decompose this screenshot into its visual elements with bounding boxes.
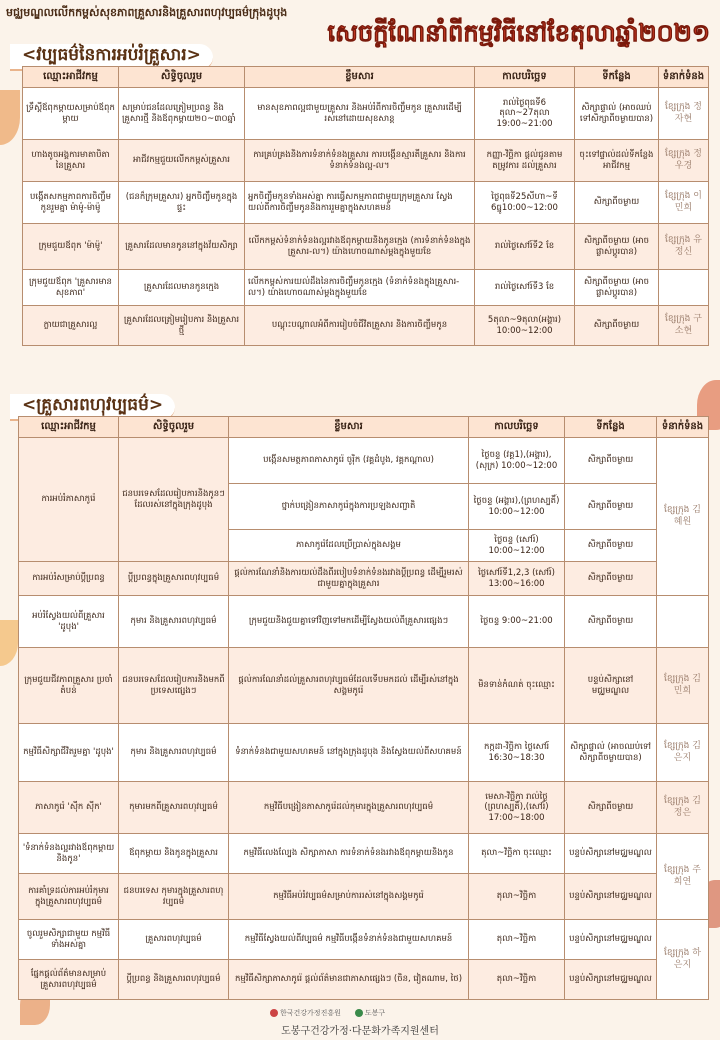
date: ថ្ងៃពុធទី25សីហា~ទី 6ធ្នូ10:00~12:00 xyxy=(475,182,575,224)
column-header: សិទ្ធិចូលរួម xyxy=(119,417,229,438)
date: រាល់ថ្ងៃសៅរ៍ទី2 ខែ xyxy=(475,224,575,270)
date: កញ្ញា-វិច្ឆិកា ផ្តល់ជូនតាមតម្រូវការ ដល់គ្រួសារ xyxy=(475,140,575,182)
contact: ខ្សែក្រុង 유정신 xyxy=(659,224,709,270)
content: កម្មវិធីអប់រំវប្បធម៌សម្រាប់ការរស់នៅក្នុងសង្គមកូរ៉េ xyxy=(229,874,469,920)
date: 5តុលា~9តុលា(អង្គារ) 10:00~12:00 xyxy=(475,306,575,346)
program-name: ចូលរួមសិក្សាជាមួយ កម្មវិធីទាំងអស់គ្នា xyxy=(19,920,119,960)
eligibility: ឪពុកម្តាយ និងកូនក្នុងគ្រួសារ xyxy=(119,834,229,874)
eligibility: គ្រួសារដែលត្រៀមរៀបការ និងគ្រួសារថ្មី xyxy=(119,306,245,346)
table-header-row xyxy=(19,417,709,438)
program-name: ក្រុមជួយជីវភាពគ្រួសារ ប្រចាំតំបន់ xyxy=(19,648,119,724)
table-row xyxy=(23,224,709,270)
place: សិក្សាពីចម្ងាយ xyxy=(565,530,657,562)
contact: ខ្សែក្រុង 김혜원 xyxy=(657,438,709,596)
content: បង្កើនសមត្ថភាពភាសាកូរ៉េ ចូរ៉ិក (វគ្គដំបូង, វគ្គកណ្តាល) xyxy=(229,438,469,484)
date: ថ្ងៃចន្ទ (វគ្គ1),(អង្គារ),(សុក្រ) 10:00~12:00 xyxy=(469,438,565,484)
place: សិក្សាពីចម្ងាយ xyxy=(565,484,657,530)
content: កម្មវិធីស្វែងយល់ពីវប្បធម៌ កម្មវិធីបង្កើនទំនាក់ទំនងជាមួយសហគមន៍ xyxy=(229,920,469,960)
eligibility: ប្តីប្រពន្ធ និងគ្រួសារពហុវប្បធម៌ xyxy=(119,960,229,1000)
content: កម្មវិធីសិក្សាភាសាកូរ៉េ ផ្តល់ព័ត៌មានជាភាសាផ្សេងៗ (ចិន, វៀតណាម, ថៃ) xyxy=(229,960,469,1000)
place: សិក្សាពីចម្ងាយ xyxy=(575,182,659,224)
program-name: ការគាំទ្រដល់ការអប់រំកុមារ ក្នុងគ្រួសារពហុវប្បធម៌ xyxy=(19,874,119,920)
contact: ខ្សែក្រុង 김은지 xyxy=(657,724,709,782)
eligibility: ជនបរទេសដែលរៀបការនិងកូនៗដែលរស់នៅក្នុងក្រុងដូបុង xyxy=(119,438,229,562)
table-row xyxy=(23,270,709,306)
place: សិក្សាពីចម្ងាយ (អាចផ្លាស់ប្តូរបាន) xyxy=(575,224,659,270)
date: ថ្ងៃសៅរ៍ទី1,2,3 (សៅរ៍) 13:00~16:00 xyxy=(469,562,565,596)
multicultural-family-table xyxy=(18,416,709,1000)
place: សិក្សាពីចម្ងាយ xyxy=(565,596,657,648)
logo-icon xyxy=(270,1009,278,1017)
program-name: ក្រុមជួយឪពុក 'គ្រួសារមានសុខភាព' xyxy=(23,270,119,306)
contact: ខ្សែក្រុង 이민희 xyxy=(659,182,709,224)
column-header: ទំនាក់ទំនង xyxy=(659,67,709,88)
date: តុលា~វិច្ឆិកា xyxy=(469,920,565,960)
program-name: ការអប់រំភាសាកូរ៉េ xyxy=(19,438,119,562)
place: បន្ទប់សិក្សានៅ មជ្ឈមណ្ឌល xyxy=(565,648,657,724)
contact: ខ្សែក្រុង 주희연 xyxy=(657,834,709,920)
place: សិក្សាពីចម្ងាយ (អាចផ្លាស់ប្តូរបាន) xyxy=(575,270,659,306)
column-header: ខ្លឹមសារ xyxy=(245,67,475,88)
table-row xyxy=(19,724,709,782)
sponsor-logo: 한국건강가정진흥원 xyxy=(270,1008,341,1018)
date: តុលា~វិច្ឆិកា ចុះឈ្មោះ xyxy=(469,834,565,874)
eligibility: កុមារ និងគ្រួសារពហុវប្បធម៌ xyxy=(119,724,229,782)
footer-center-name: 도봉구건강가정·다문화가족지원센터 xyxy=(281,1026,439,1037)
place: សិក្សាផ្ទាល់ (អាចឈប់ទៅសិក្សាពីចម្ងាយបាន) xyxy=(565,724,657,782)
eligibility: កុមារមកពីគ្រួសារពហុវប្បធម៌ xyxy=(119,782,229,834)
section-title-multicultural-family: <គ្រួសារពហុវប្បធម៌> xyxy=(10,394,175,421)
date: ថ្ងៃចន្ទ (សៅរ៍) 10:00~12:00 xyxy=(469,530,565,562)
date: កក្កដា-វិច្ឆិកា ថ្ងៃសៅរ៍ 16:30~18:30 xyxy=(469,724,565,782)
content: កម្មវិធីបង្រៀនភាសាកូរ៉េដល់កុមារក្នុងគ្រួសារពហុវប្បធម៌ xyxy=(229,782,469,834)
column-header: សិទ្ធិចូលរួម xyxy=(119,67,245,88)
family-education-table xyxy=(22,66,709,346)
place: សិក្សាផ្ទាល់ (អាចឈប់ទៅសិក្សាពីចម្ងាយបាន) xyxy=(575,88,659,140)
table-row xyxy=(19,874,709,920)
autumn-leaf-decoration xyxy=(0,620,18,666)
table-row xyxy=(19,562,709,596)
sponsor-logo: 도봉구 xyxy=(355,1008,385,1018)
place: សិក្សាពីចម្ងាយ xyxy=(565,782,657,834)
date: រាល់ថ្ងៃសៅរ៍ទី3 ខែ xyxy=(475,270,575,306)
table-row xyxy=(19,782,709,834)
column-header: កាលបរិច្ឆេទ xyxy=(475,67,575,88)
eligibility: ប្តីប្រពន្ធក្នុងគ្រួសារពហុវប្បធម៌ xyxy=(119,562,229,596)
content: បណ្តុះបណ្តាលអំពីការរៀបចំជីវិតគ្រួសារ និងការចិញ្ចឹមកូន xyxy=(245,306,475,346)
table-row xyxy=(23,306,709,346)
table-row xyxy=(19,596,709,648)
table-header-row xyxy=(23,67,709,88)
date: ថ្ងៃចន្ទ (អង្គារ),(ព្រហស្បតិ៍) 10:00~12:00 xyxy=(469,484,565,530)
eligibility: គ្រួសារដែលមានកូននៅក្នុងវ័យសិក្សា xyxy=(119,224,245,270)
page-title: សេចក្តីណែនាំពីកម្មវិធីនៅខែតុលាឆ្នាំ២០២១ xyxy=(327,19,710,47)
contact: ខ្សែក្រុង 구소현 xyxy=(659,306,709,346)
content: ថ្នាក់បង្រៀនភាសាកូរ៉េក្នុងការប្រឡងសញ្ជាតិ xyxy=(229,484,469,530)
date: មេសា-វិច្ឆិកា រាល់ថ្ងៃ (ព្រហស្បតិ៍),(សៅរ៍) 17:00~18:00 xyxy=(469,782,565,834)
program-name: កម្មវិធីសិក្សាជីវិតរួមគ្នា 'ដូបុង' xyxy=(19,724,119,782)
column-header: ឈ្មោះអាជីវកម្ម xyxy=(19,417,119,438)
program-name: ផ្នែកផ្តល់ព័ត៌មានសម្រាប់ គ្រួសារពហុវប្បធម៌ xyxy=(19,960,119,1000)
content: លើកកម្ពស់ការយល់ដឹងនៃការចិញ្ចឹមកូនក្មេង (ទំនាក់ទំនងក្នុងគ្រួសារ-ល។) យ៉ាងហោចណាស់ម្តងក្នុងមួយខែ xyxy=(245,270,475,306)
program-name: បង្កើតសកម្មភាពការចិញ្ចឹមកូនរួមគ្នា ម៉ាម៉ូ-ម៉ាម៉ូ xyxy=(23,182,119,224)
place: បន្ទប់សិក្សានៅមជ្ឈមណ្ឌល xyxy=(565,874,657,920)
table-row xyxy=(19,438,709,484)
content: ផ្តល់ការណែនាំនិងការយល់ដឹងពីរបៀបទំនាក់ទំនងរវាងប្តីប្រពន្ធ ដើម្បីរួមរស់ជាមួយគ្នាក្នុងគ្រួសារ xyxy=(229,562,469,596)
place: សិក្សាពីចម្ងាយ xyxy=(565,562,657,596)
contact: ខ្សែក្រុង 정자현 xyxy=(659,88,709,140)
place: សិក្សាពីចម្ងាយ xyxy=(565,438,657,484)
content: លើកកម្ពស់ទំនាក់ទំនងល្អរវាងឪពុកម្តាយនិងកូនក្មេង (ការទំនាក់ទំនងក្នុងគ្រួសារ-ល។) យ៉ាងហោចណាស់ម្តងក្នុងមួយខែ xyxy=(245,224,475,270)
eligibility: (ជនក៏ក្រុមគ្រួសារ) អ្នកចិញ្ចឹមកូនក្នុងផ្ទះ xyxy=(119,182,245,224)
eligibility: គ្រួសារដែលមានកូនក្មេង xyxy=(119,270,245,306)
date: មិនទាន់កំណត់ ចុះឈ្មោះ xyxy=(469,648,565,724)
program-name: ក្រុមជួយឪពុក 'ម៉ាម៉ូ' xyxy=(23,224,119,270)
place: សិក្សាពីចម្ងាយ xyxy=(575,306,659,346)
table-row xyxy=(23,88,709,140)
program-name: ទ្រឹស្តីឪពុកម្តាយសម្រាប់ឪពុកម្តាយ xyxy=(23,88,119,140)
table-row xyxy=(19,960,709,1000)
column-header: ទីកន្លែង xyxy=(565,417,657,438)
content: មានសុខភាពល្អជាមួយគ្រួសារ និងអប់រំពីការចិញ្ចឹមកូន គ្រួសារដើម្បីរស់នៅដោយសុខសាន្ត xyxy=(245,88,475,140)
date: ថ្ងៃចន្ទ 9:00~21:00 xyxy=(469,596,565,648)
column-header: ទីកន្លែង xyxy=(575,67,659,88)
date: តុលា~វិច្ឆិកា xyxy=(469,960,565,1000)
section-title-family-education: <វប្បធម៌នៃការអប់រំគ្រួសារ> xyxy=(10,44,213,71)
column-header: ឈ្មោះអាជីវកម្ម xyxy=(23,67,119,88)
place: បន្ទប់សិក្សានៅមជ្ឈមណ្ឌល xyxy=(565,960,657,1000)
autumn-leaf-decoration xyxy=(0,90,20,145)
column-header: កាលបរិច្ឆេទ xyxy=(469,417,565,438)
program-name: ការអប់រំសម្រាប់ប្តីប្រពន្ធ xyxy=(19,562,119,596)
eligibility: ជនបរទេសដែលរៀបការនិងមកពីប្រទេសផ្សេងៗ xyxy=(119,648,229,724)
table-row xyxy=(19,834,709,874)
content: ភាសាកូរ៉េដែលប្រើប្រាស់ក្នុងសង្គម xyxy=(229,530,469,562)
contact: ខ្សែក្រុង 김정은 xyxy=(657,782,709,834)
date: តុលា~វិច្ឆិកា xyxy=(469,874,565,920)
sponsor-logos xyxy=(270,1008,385,1018)
place: បន្ទប់សិក្សានៅមជ្ឈមណ្ឌល xyxy=(565,834,657,874)
eligibility: គ្រួសារពហុវប្បធម៌ xyxy=(119,920,229,960)
program-name: អប់រំស្វែងយល់ពីគ្រួសារ 'ដូបុង' xyxy=(19,596,119,648)
content: ការគ្រប់គ្រងនិងការទំនាក់ទំនងគ្រួសារ ការបង្កើនស្មារតីគ្រួសារ និងការទំនាក់ទំនងល្អ-ល។ xyxy=(245,140,475,182)
column-header: ទំនាក់ទំនង xyxy=(657,417,709,438)
contact xyxy=(659,270,709,306)
program-name: 'ទំនាក់ទំនងល្អរវាងឪពុកម្តាយ និងកូន' xyxy=(19,834,119,874)
contact: ខ្សែក្រុង 하은지 xyxy=(657,920,709,1000)
table-row xyxy=(23,182,709,224)
content: អ្នកចិញ្ចឹមកូនទាំងអស់គ្នា ការធ្វើសកម្មភាពជាមួយក្រុមគ្រួសារ ស្វែងយល់ពីការចិញ្ចឹមកូននិងការរួមគ្នាក្នុងសហគមន៍ xyxy=(245,182,475,224)
place: ចុះទៅផ្ទាល់ដល់ទីកន្លែងអាជីវកម្ម xyxy=(575,140,659,182)
content: ផ្តល់ការណែនាំដល់គ្រួសារពហុវប្បធម៌ដែលទើបមកដល់ ដើម្បីរស់នៅក្នុងសង្គមកូរ៉េ xyxy=(229,648,469,724)
contact: ខ្សែក្រុង 정우경 xyxy=(659,140,709,182)
program-name: ភាសាកូរ៉េ 'ស៊ីក ស៊ីក' xyxy=(19,782,119,834)
contact xyxy=(657,596,709,648)
eligibility: សម្រាប់ជនដែលត្រៀមប្រពន្ធ និងគ្រួសារថ្មី និងឪពុកម្តាយ២០~៣០ឆ្នាំ xyxy=(119,88,245,140)
eligibility: អាជីវកម្មជួយលើកកម្ពស់គ្រួសារ xyxy=(119,140,245,182)
content: ទំនាក់ទំនងជាមួយសហគមន៍ នៅក្នុងក្រុងដូបុង និងស្វែងយល់ពីសហគមន៍ xyxy=(229,724,469,782)
eligibility: កុមារ និងគ្រួសារពហុវប្បធម៌ xyxy=(119,596,229,648)
place: បន្ទប់សិក្សានៅមជ្ឈមណ្ឌល xyxy=(565,920,657,960)
date: រាល់ថ្ងៃពុធទី6 តុលា~27តុលា 19:00~21:00 xyxy=(475,88,575,140)
content: កម្មវិធីលេងល្បែង សិក្សាភាសា ការទំនាក់ទំនងរវាងឪពុកម្តាយនិងកូន xyxy=(229,834,469,874)
program-name: ក្លាយជាគ្រួសារល្អ xyxy=(23,306,119,346)
program-name: ហាងតូចអង្គការមាតាបិតា នៃគ្រួសារ xyxy=(23,140,119,182)
column-header: ខ្លឹមសារ xyxy=(229,417,469,438)
content: ក្រុមជួយនិងជួយគ្នាទៅវិញទៅមកដើម្បីស្វែងយល់ពីគ្រួសារផ្សេងៗ xyxy=(229,596,469,648)
eligibility: ជនបរទេស កុមារក្នុងគ្រួសារពហុវប្បធម៌ xyxy=(119,874,229,920)
table-row xyxy=(19,648,709,724)
center-name: មជ្ឈមណ្ឌលលើកកម្ពស់សុខភាពគ្រួសារនិងគ្រួសារពហុវប្បធម៌ក្រុងដូបុង xyxy=(6,6,288,19)
logo-icon xyxy=(355,1009,363,1017)
table-row xyxy=(19,920,709,960)
table-row xyxy=(23,140,709,182)
contact: ខ្សែក្រុង 김민희 xyxy=(657,648,709,724)
